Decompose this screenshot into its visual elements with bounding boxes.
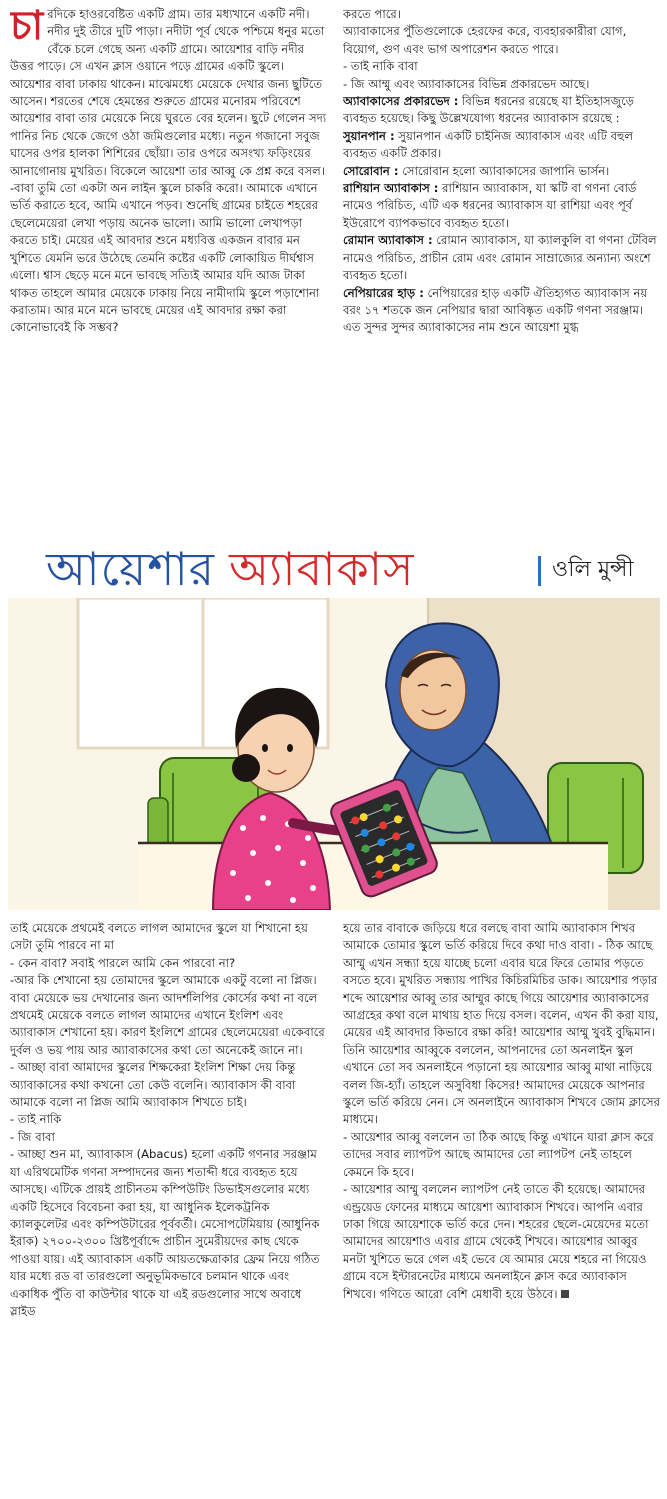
illustration-svg — [8, 598, 660, 910]
paragraph-text: রদিকে হাওরবেষ্টিত একটি গ্রাম। তার মধ্যখানে একটি নদী। নদীর দুই তীরে দুটি পাড়া। নদীটা পূর্ব থেকে পশ্চিমে ধনুর মতো বেঁকে চলে গেছে অন্য একটি গ্রামে। আয়েশার বাড়ি নদীর উত্তর পাড়ে। সে এখন ক্লাস ওয়ানে পড়ে গ্রামের একটি স্কুলে। আয়েশার বাবা ঢাকায় থাকেন। মাঝেমধ্যে মেয়েকে দেখার জন্য ছুটিতে আসেন। শরতের শেষে হেমন্তের শুরুতে গ্রামের মনোরম পরিবেশে আয়েশার বাবা তার মেয়েকে নিয়ে ঘুরতে বের হলেন। ছুটে গেলেন সদ্য পানির নিচ থেকে জেগে ওঠা জমিগুলোর মধ্যে। নতুন গজানো সবুজ ঘাসের ওপর হালকা শিশিরের ছোঁয়া। তার ওপরে অসংখ্য ফড়িংয়ের আনাগোনায় মুখরিত। বিকেলে আয়েশা তার আব্বু কে প্রশ্ন করে বসল। — [10, 7, 327, 178]
dialogue-line: - জি বাবা — [10, 1129, 55, 1144]
abacus-type-term: রোমান অ্যাবাকাস : — [343, 233, 433, 248]
dialogue-line: - তাই নাকি — [10, 1112, 62, 1127]
abacus-type-term: নেপিয়ারের হাড় : — [343, 285, 424, 300]
dialogue-line: - তাই নাকি বাবা — [343, 59, 418, 74]
paragraph — [343, 1181, 661, 1303]
story-illustration — [8, 598, 660, 910]
abacus-type-entry — [343, 128, 661, 163]
abacus-type-entry — [343, 285, 661, 320]
article-column-bottom-left — [10, 920, 328, 1495]
author-name: ওলি মুন্সী — [552, 557, 634, 582]
paragraph: - আচ্ছা শুন মা, অ্যাবাকাস (Abacus) হলো একটি গণনার সরঞ্জাম যা এরিথমেটিক গণনা সম্পাদনের জন্য শতাব্দী ধরে ব্যবহৃত হয়ে আসছে। এটিকে প্রায়ই প্রাচীনতম কম্পিউটিং ডিভাইসগুলোর মধ্যে একটি হিসেবে বিবেচনা করা হয়, যা আধুনিক ইলেকট্রনিক ক্যালকুলেটর এবং কম্পিউটারের পূর্ববর্তী। মেসোপটেমিয়ায় (আধুনিক ইরাক) ২৭০০-২৩০০ খ্রিষ্টপূর্বাব্দে প্রাচীন সুমেরীয়দের কাছ থেকে পাওয়া যায়। এই অ্যাবাকাস একটি আয়তক্ষেত্রাকার ফ্রেম নিয়ে গঠিত যার মধ্যে রড বা তারগুলো অনুভূমিকভাবে চলমান থাকে এবং একাধিক পুঁতি বা কাউন্টার থাকে যা এই রডগুলোর সাথে অবাধে স্লাইড — [10, 1147, 320, 1318]
paragraph: করতে পারে। — [343, 7, 401, 21]
dialogue-line: - কেন বাবা? সবাই পারলে আমি কেন পারবো না? — [10, 955, 236, 970]
abacus-type-text: সোরোবান হলো অ্যাবাকাসের জাপানি ভার্সন। — [398, 163, 610, 178]
abacus-type-text: রোমান অ্যাবাকাস, যা ক্যালকুলি বা গণনা টেবিল নামেও পরিচিত, প্রাচীন রোম এবং রোমান সাম্রাজ্যের অন্যান্য অংশে ব্যবহৃত হতো। — [343, 233, 657, 283]
article-column-bottom-right — [343, 920, 661, 1495]
article-title — [46, 538, 414, 600]
title-word-abacus: অ্যাবাকাস — [229, 542, 415, 596]
end-of-article-icon — [561, 1290, 569, 1298]
drop-cap: চা — [10, 6, 44, 49]
dialogue-line: - আচ্ছা বাবা আমাদের স্কুলের শিক্ষকেরা ইংলিশ শিক্ষা দেয় কিন্তু অ্যাবাকাসের কথা কখনো তো কেউ বলেনি। অ্যাবাকাস কী বাবা আমাকে বলো না প্লিজ আমি অ্যাবাকাস শিখতে চাই। — [10, 1060, 296, 1110]
paragraph: তাই মেয়েকে প্রথমেই বলতে লাগল আমাদের স্কুলে যা শিখানো হয় সেটা তুমি পারবে না মা — [10, 921, 308, 953]
abacus-type-text: সুয়ানপান একটি চাইনিজ অ্যাবাকাস এবং এটি বহুল ব্যবহৃত একটি প্রকার। — [343, 128, 634, 161]
abacus-type-term: অ্যাবাকাসের প্রকারভেদ : — [343, 94, 459, 109]
dialogue-line: - জি আম্মু এবং অ্যাবাকাসের বিভিন্ন প্রকারভেদ আছে। — [343, 76, 590, 91]
abacus-type-text: নেপিয়ারের হাড় একটি ঐতিহ্যগত অ্যাবাকাস নয় বরং ১৭ শতকে জন নেপিয়ার দ্বারা আবিষ্কৃত একটি গণনা সরঞ্জাম। — [343, 285, 648, 317]
paragraph: এত সুন্দর সুন্দর অ্যাবাকাসের নাম শুনে আয়েশা মুগ্ধ — [343, 320, 579, 335]
abacus-type-entry — [343, 93, 661, 128]
abacus-type-term: রাশিয়ান অ্যাবাকাস : — [343, 181, 439, 196]
article-title-band — [0, 538, 667, 602]
abacus-type-text: বিভিন্ন ধরনের রয়েছে যা ইতিহাসজুড়ে ব্যবহৃত হয়েছে। কিছু উল্লেখযোগ্য ধরনের অ্যাবাকাস রয়েছে : — [343, 94, 635, 126]
title-word-ayeshar: আয়েশার — [46, 542, 216, 596]
abacus-type-term: সোরোবান : — [343, 163, 399, 178]
title-separator — [538, 556, 541, 586]
article-column-top-right — [343, 6, 661, 526]
paragraph: -বাবা তুমি তো একটা অন লাইন স্কুলে চাকরি করো। আমাকে এখানে ভর্তি করাতে হবে, আমি এখানে পড়ব। শুনেছি গ্রামের চাইতে শহরের ছেলেমেয়েরা লেখা পড়ায় অনেক ভালো। আমি ভালো লেখাপড়া করতে চাই। মেয়ের এই আবদার শুনে মধ্যবিত্ত একজন বাবার মন খুশিতে যেমনি ভরে উঠেছে তেমনি কষ্টের একটি লোকায়িত দীর্ঘশ্বাস এলো। শ্বাস ছেড়ে মনে মনে ভাবছে সত্যিই আমার যদি আজ টাকা থাকত তাহলে আমার মেয়েকে ঢাকায় নিয়ে নামীদামি স্কুলে পড়াশোনা করাতাম। আর মনে মনে ভাবছে মেয়ের এই আবদার রক্ষা করা কোনোভাবেই কি সম্ভব? — [10, 181, 320, 335]
paragraph: হয়ে তার বাবাকে জড়িয়ে ধরে বলছে বাবা আমি অ্যাবাকাস শিখব আমাকে তোমার স্কুলে ভর্তি করিয়ে দিবে কথা দাও বাবা। - ঠিক আছে আম্মু এখন সন্ধ্যা হয়ে যাচ্ছে চলো এবার ঘরে ফিরে তোমার পড়তে বসতে হবে। মুখরিত সন্ধ্যায় পাখির কিচিরমিচির ডাক। আয়েশার পড়ার শব্দে আয়েশার আব্বু তার আম্মুর কাছে গিয়ে আয়েশার অ্যাবাকাসের আগ্রহের কথা বলে মাথায় হাত দিয়ে বসল। বলেন, এখন কী করা যায়, মেয়ের এই আবদার কিভাবে রক্ষা করি! আয়েশার আম্মু খুবই বুদ্ধিমান। তিনি আয়েশার আব্বুকে বললেন, আপনাদের তো অনলাইন স্কুল এখানে তো সব অনলাইনে পড়ানো হয় আয়েশার আব্বু মাথা নাড়িয়ে বলল জি-হ্যাঁ। তাহলে অসুবিধা কিসের! আমাদের মেয়েকে আপনার স্কুলে ভর্তি করিয়ে নেন। সে অনলাইনে অ্যাবাকাস শিখবে জোম ক্লাসের মাধ্যমে। — [343, 921, 661, 1127]
abacus-type-entry — [343, 163, 661, 180]
abacus-type-text: রাশিয়ান অ্যাবাকাস, যা স্কটি বা গণনা বোর্ড নামেও পরিচিত, এটি এক ধরনের অ্যাবাকাস যা রাশিয়া এবং পূর্ব ইউরোপে ব্যাপকভাবে ব্যবহৃত হতো। — [343, 181, 637, 230]
abacus-type-entry — [343, 232, 661, 284]
paragraph: অ্যাবাকাসের পুঁতিগুলোকে হেরফের করে, ব্যবহারকারীরা যোগ, বিয়োগ, গুণ এবং ভাগ অপারেশন করতে পারে। — [343, 24, 627, 56]
abacus-type-term: সুয়ানপান : — [343, 128, 395, 143]
intro-paragraph — [10, 6, 328, 180]
dialogue-line: -আর কি শেখানো হয় তোমাদের স্কুলে আমাকে একটু বলো না প্লিজ। — [10, 973, 317, 988]
abacus-type-entry — [343, 180, 661, 232]
paragraph: বাবা মেয়েকে ভয় দেখানোর জন্য আদর্শলিপির কোর্সের কথা না বলে প্রথমেই মেয়েকে বলতে লাগল আমাদের এখানে ইংলিশ এবং অ্যাবাকাস শেখানো হয়। কারণ ইংলিশে গ্রামের ছেলেমেয়েরা একেবারে দুর্বল ও ভয় পায় আর অ্যাবাকাসের কথা তো অনেকেই জানে না। — [10, 990, 325, 1057]
paragraph-text: - আয়েশার আম্মু বললেন ল্যাপটপ নেই তাতে কী হয়েছে। আমাদের এন্ড্রয়েড ফোনের মাধ্যমে আয়েশা অ্যাবাকাস শিখবে। আপনি এবার ঢাকা গিয়ে আয়েশাকে ভর্তি করে দেন। শহরের ছেলে-মেয়েদের মতো আমাদের আয়েশাও এবার গ্রামে থেকেই শিখবে। আয়েশার আব্বুর মনটা খুশিতে ভরে গেল এই ভেবে যে আমার মেয়ে শহরে না গিয়েও গ্রামে বসে ইন্টারনেটের মাধ্যমে অনলাইনে ক্লাস করে অ্যাবাকাস শিখবে। গণিতে আরো বেশি মেধাবী হয়ে উঠবে। — [343, 1182, 649, 1301]
dialogue-line: - আয়েশার আব্বু বললেন তা ঠিক আছে কিন্তু এখানে যারা ক্লাস করে তাদের সবার ল্যাপটপ আছে আমাদের তো ল্যাপটপ নেই তাহলে কেমনে কি হবে। — [343, 1129, 654, 1179]
article-column-top-left — [10, 6, 328, 526]
